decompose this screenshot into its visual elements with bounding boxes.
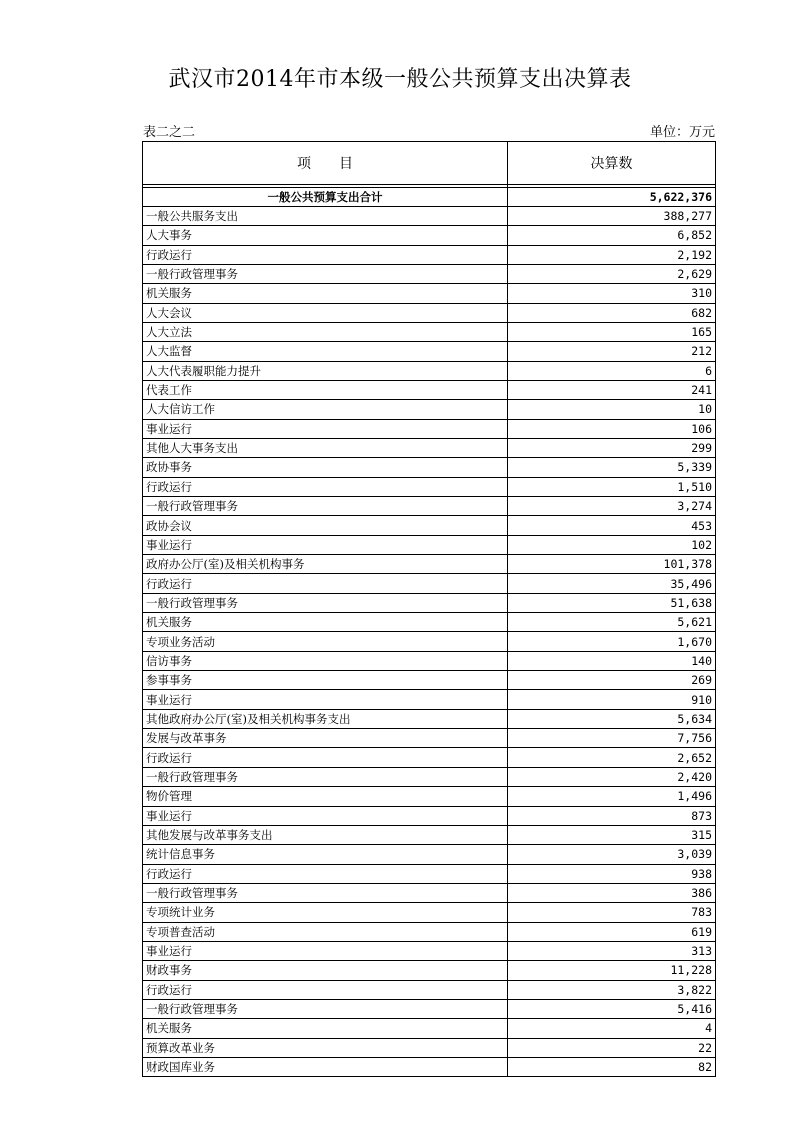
item-amount: 2,192 <box>508 245 716 264</box>
table-row <box>143 400 716 419</box>
table-row <box>143 961 716 980</box>
table-row <box>143 438 716 457</box>
item-name: 预算改革业务 <box>143 1038 508 1057</box>
item-name: 事业运行 <box>143 535 508 554</box>
item-name: 发展与改革事务 <box>143 729 508 748</box>
table-row <box>143 322 716 341</box>
expenditure-table <box>142 141 716 1077</box>
item-amount: 6 <box>508 361 716 380</box>
table-row <box>143 497 716 516</box>
item-amount: 11,228 <box>508 961 716 980</box>
item-amount: 51,638 <box>508 593 716 612</box>
item-amount: 3,274 <box>508 497 716 516</box>
item-name: 人大代表履职能力提升 <box>143 361 508 380</box>
table-body <box>143 185 716 1077</box>
item-amount: 783 <box>508 903 716 922</box>
item-amount: 10 <box>508 400 716 419</box>
item-amount: 140 <box>508 651 716 670</box>
item-name: 统计信息事务 <box>143 845 508 864</box>
table-label: 表二之二 <box>143 125 196 140</box>
item-amount: 1,510 <box>508 477 716 496</box>
item-name: 行政运行 <box>143 574 508 593</box>
item-amount: 106 <box>508 419 716 438</box>
table-row <box>143 303 716 322</box>
item-amount: 6,852 <box>508 226 716 245</box>
item-amount: 5,416 <box>508 999 716 1018</box>
table-row <box>143 380 716 399</box>
total-row <box>143 187 716 206</box>
item-amount: 2,420 <box>508 767 716 786</box>
item-amount: 299 <box>508 438 716 457</box>
item-name: 政协事务 <box>143 458 508 477</box>
table-row <box>143 1038 716 1057</box>
item-name: 财政事务 <box>143 961 508 980</box>
item-amount: 1,670 <box>508 632 716 651</box>
item-amount: 101,378 <box>508 555 716 574</box>
table-row <box>143 516 716 535</box>
table-row <box>143 226 716 245</box>
item-name: 事业运行 <box>143 419 508 438</box>
table-row <box>143 825 716 844</box>
header-amount: 决算数 <box>508 142 716 185</box>
item-amount: 313 <box>508 941 716 960</box>
item-name: 一般行政管理事务 <box>143 999 508 1018</box>
item-name: 参事事务 <box>143 671 508 690</box>
item-amount: 3,039 <box>508 845 716 864</box>
item-amount: 873 <box>508 806 716 825</box>
item-name: 专项统计业务 <box>143 903 508 922</box>
item-name: 专项业务活动 <box>143 632 508 651</box>
table-row <box>143 787 716 806</box>
table-row <box>143 613 716 632</box>
item-amount: 5,634 <box>508 709 716 728</box>
item-amount: 2,652 <box>508 748 716 767</box>
table-row <box>143 922 716 941</box>
item-amount: 212 <box>508 342 716 361</box>
item-amount: 388,277 <box>508 206 716 225</box>
item-name: 事业运行 <box>143 806 508 825</box>
item-name: 行政运行 <box>143 477 508 496</box>
item-name: 行政运行 <box>143 245 508 264</box>
item-name: 一般公共服务支出 <box>143 206 508 225</box>
header-item: 项 目 <box>143 142 508 185</box>
item-name: 行政运行 <box>143 864 508 883</box>
table-row <box>143 864 716 883</box>
item-amount: 5,621 <box>508 613 716 632</box>
item-name: 其他政府办公厅(室)及相关机构事务支出 <box>143 709 508 728</box>
item-name: 机关服务 <box>143 613 508 632</box>
table-row <box>143 806 716 825</box>
table-row <box>143 690 716 709</box>
table-row <box>143 709 716 728</box>
item-amount: 386 <box>508 883 716 902</box>
item-name: 专项普查活动 <box>143 922 508 941</box>
item-amount: 4 <box>508 1019 716 1038</box>
item-amount: 682 <box>508 303 716 322</box>
item-amount: 315 <box>508 825 716 844</box>
table-row <box>143 748 716 767</box>
table-row <box>143 980 716 999</box>
item-name: 一般行政管理事务 <box>143 883 508 902</box>
item-amount: 938 <box>508 864 716 883</box>
table-row <box>143 342 716 361</box>
item-name: 信访事务 <box>143 651 508 670</box>
item-name: 一般行政管理事务 <box>143 767 508 786</box>
item-amount: 5,622,376 <box>508 187 716 206</box>
item-amount: 910 <box>508 690 716 709</box>
table-row <box>143 903 716 922</box>
table-row <box>143 632 716 651</box>
item-name: 行政运行 <box>143 748 508 767</box>
item-amount: 82 <box>508 1057 716 1076</box>
header-row <box>143 142 716 185</box>
item-name: 一般行政管理事务 <box>143 593 508 612</box>
item-amount: 7,756 <box>508 729 716 748</box>
item-name: 事业运行 <box>143 690 508 709</box>
item-name: 政府办公厅(室)及相关机构事务 <box>143 555 508 574</box>
item-name: 物价管理 <box>143 787 508 806</box>
table-row <box>143 458 716 477</box>
table-row <box>143 651 716 670</box>
item-name: 人大会议 <box>143 303 508 322</box>
table-row <box>143 574 716 593</box>
table-row <box>143 555 716 574</box>
item-amount: 269 <box>508 671 716 690</box>
table-row <box>143 767 716 786</box>
table-row <box>143 593 716 612</box>
item-amount: 5,339 <box>508 458 716 477</box>
item-amount: 102 <box>508 535 716 554</box>
table-row <box>143 729 716 748</box>
item-name: 代表工作 <box>143 380 508 399</box>
table-row <box>143 245 716 264</box>
table-row <box>143 1019 716 1038</box>
item-amount: 22 <box>508 1038 716 1057</box>
item-name: 机关服务 <box>143 1019 508 1038</box>
table-row <box>143 264 716 283</box>
table-row <box>143 999 716 1018</box>
item-name: 人大立法 <box>143 322 508 341</box>
item-amount: 3,822 <box>508 980 716 999</box>
item-name: 一般公共预算支出合计 <box>143 187 508 206</box>
item-amount: 2,629 <box>508 264 716 283</box>
table-row <box>143 284 716 303</box>
item-name: 人大监督 <box>143 342 508 361</box>
item-amount: 619 <box>508 922 716 941</box>
item-name: 一般行政管理事务 <box>143 264 508 283</box>
item-amount: 35,496 <box>508 574 716 593</box>
item-name: 其他发展与改革事务支出 <box>143 825 508 844</box>
item-name: 一般行政管理事务 <box>143 497 508 516</box>
item-amount: 165 <box>508 322 716 341</box>
item-amount: 1,496 <box>508 787 716 806</box>
table-row <box>143 845 716 864</box>
table-row <box>143 883 716 902</box>
table-row <box>143 941 716 960</box>
item-name: 机关服务 <box>143 284 508 303</box>
table-row <box>143 419 716 438</box>
table-row <box>143 361 716 380</box>
table-row <box>143 671 716 690</box>
table-row <box>143 206 716 225</box>
item-name: 行政运行 <box>143 980 508 999</box>
item-name: 事业运行 <box>143 941 508 960</box>
item-amount: 241 <box>508 380 716 399</box>
page-title: 武汉市2014年市本级一般公共预算支出决算表 <box>168 67 632 92</box>
item-name: 政协会议 <box>143 516 508 535</box>
table-row <box>143 535 716 554</box>
unit-label: 单位：万元 <box>649 125 715 140</box>
item-amount: 310 <box>508 284 716 303</box>
item-name: 人大事务 <box>143 226 508 245</box>
item-name: 其他人大事务支出 <box>143 438 508 457</box>
table-row <box>143 477 716 496</box>
item-name: 人大信访工作 <box>143 400 508 419</box>
item-amount: 453 <box>508 516 716 535</box>
item-name: 财政国库业务 <box>143 1057 508 1076</box>
table-row <box>143 1057 716 1076</box>
